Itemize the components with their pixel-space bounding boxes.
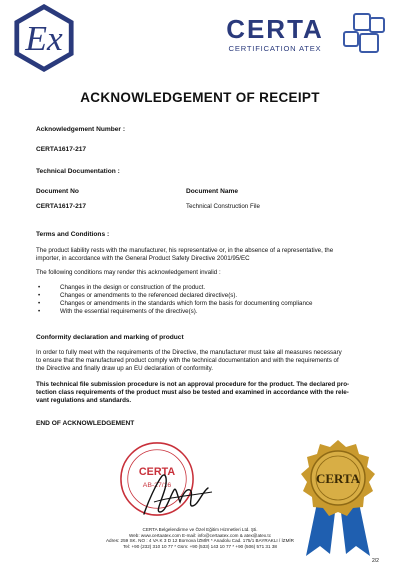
footer-company: CERTA Belgelendirme ve Özel Eğitim Hizmetleri Ltd. Şti. (142, 527, 258, 532)
terms-para1-line2: importer, in accordance with the General Product Safety Directive 2001/95/EC (36, 255, 250, 262)
list-item (38, 292, 312, 300)
conformity-label: Conformity declaration and marking of product (36, 334, 184, 341)
svg-text:Ex: Ex (25, 18, 63, 59)
conformity-line2: to ensure that the manufactured product comply with the technical documentation and with the requirements of (36, 357, 339, 364)
ex-hexagon-icon (10, 4, 78, 72)
ack-number-value: CERTA1617-217 (36, 146, 87, 153)
bullet-icon: • (38, 300, 41, 307)
condition-text: Changes or amendments to the referenced declared directive(s). (60, 292, 238, 299)
conformity-line1: In order to fully meet with the requirements of the Directive, the manufacturer must take all measures necessary (36, 349, 342, 356)
seal-text: CERTA (315, 471, 361, 486)
bullet-icon: • (38, 292, 41, 299)
doc-name-header: Document Name (186, 188, 239, 195)
doc-no-value: CERTA1617-217 (36, 203, 87, 210)
warning-line3: vant regulations and standards. (36, 397, 132, 404)
doc-no-header: Document No (36, 188, 79, 195)
conformity-line3: the Directive and finally draw up an EU declaration of conformity. (36, 365, 214, 372)
brand-subtitle: CERTIFICATION ATEX (228, 44, 322, 53)
technical-doc-label: Technical Documentation : (36, 168, 120, 175)
condition-text: With the essential requirements of the directive(s). (60, 308, 198, 315)
signature-icon (126, 462, 226, 522)
bullet-icon: • (38, 308, 41, 315)
brand-block (216, 16, 334, 53)
terms-para1-line1: The product liability rests with the manufacturer, his representative or, in the absence of a representative, the (36, 247, 334, 254)
doc-name-value: Technical Construction File (186, 203, 260, 210)
brand-squares-icon (336, 10, 390, 58)
footer (20, 527, 380, 549)
conditions-list (38, 284, 312, 316)
ack-number-label: Acknowledgement Number : (36, 126, 126, 133)
bullet-icon: • (38, 284, 41, 291)
page-number: 2/2 (372, 558, 379, 564)
end-label: END OF ACKNOWLEDGEMENT (36, 420, 135, 427)
list-item (38, 284, 312, 292)
condition-text: Changes in the design or construction of the product. (60, 284, 206, 291)
terms-para2: The following conditions may render this acknowledgement invalid : (36, 269, 221, 276)
condition-text: Changes or amendments in the standards which form the basis for documenting compliance (60, 300, 313, 307)
terms-label: Terms and Conditions : (36, 231, 110, 238)
footer-phone: Tel: +90 (232) 310 10 77 * Gsm: +90 (533) 143 10 77 * +90 (506) 571 31 38 (123, 543, 277, 549)
warning-line2: tection class requirements of the product must also be tested and examined in accordance with the rele- (36, 389, 349, 396)
footer-web: Web: www.certaatex.com E-mail: info@certaatex.com & atex@atex.tc (129, 532, 271, 538)
warning-line1: This technical file submission procedure is not an approval procedure for the product. The declared pro- (36, 381, 350, 388)
page-title: ACKNOWLEDGEMENT OF RECEIPT (80, 90, 320, 105)
stamp-text-top: CERTA (138, 466, 176, 479)
stamp-text-mid: AB-27/16 (142, 481, 172, 489)
submission-warning (36, 381, 368, 405)
brand-name: CERTA (226, 14, 324, 44)
list-item (38, 300, 312, 308)
footer-address: Adres: 259 SK. NO : 4 VA K 3 D 12 Bornova İZMİR * Anadolu Cad. 175/1 BAYRAKLI / İZMİR (105, 538, 294, 544)
list-item (38, 308, 312, 316)
